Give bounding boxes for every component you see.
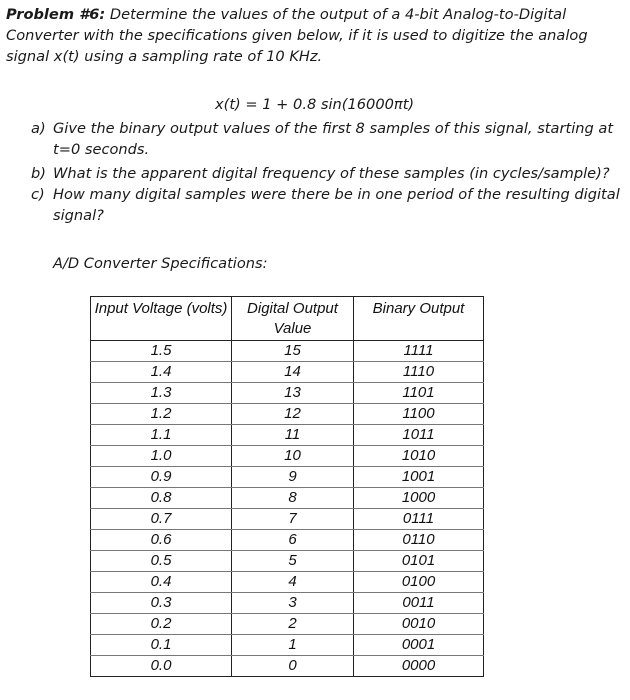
cell-input-voltage: 0.8 [91, 488, 232, 509]
part-text: Give the binary output values of the first 8 samples of this signal, starting at t=0 seconds. [53, 120, 614, 158]
cell-binary-output: 1000 [354, 488, 484, 509]
cell-input-voltage: 1.4 [91, 362, 232, 383]
table-row [91, 383, 484, 404]
cell-digital-output: 10 [232, 446, 354, 467]
header-input-voltage: Input Voltage (volts) [91, 297, 232, 341]
cell-input-voltage: 0.5 [91, 551, 232, 572]
part-letter: b) [31, 165, 46, 182]
cell-digital-output: 6 [232, 530, 354, 551]
table-row [91, 572, 484, 593]
table-body [91, 341, 484, 677]
signal-equation: x(t) = 1 + 0.8 sin(16000πt) [215, 96, 415, 113]
cell-binary-output: 1111 [354, 341, 484, 362]
cell-input-voltage: 1.1 [91, 425, 232, 446]
problem-statement [6, 4, 626, 67]
cell-input-voltage: 1.3 [91, 383, 232, 404]
cell-binary-output: 0000 [354, 656, 484, 677]
header-digital-output: Digital Output Value [232, 297, 354, 341]
table-row [91, 446, 484, 467]
cell-digital-output: 13 [232, 383, 354, 404]
cell-digital-output: 11 [232, 425, 354, 446]
table-row [91, 341, 484, 362]
cell-digital-output: 12 [232, 404, 354, 425]
cell-digital-output: 7 [232, 509, 354, 530]
cell-digital-output: 4 [232, 572, 354, 593]
table-row [91, 467, 484, 488]
cell-input-voltage: 0.1 [91, 635, 232, 656]
adc-spec-table [90, 296, 484, 677]
problem-text: Determine the values of the output of a 4-bit Analog-to-Digital Converter with the specifications given below, if it is used to digitize the analog signal x(t) using a sampling rate of 10 KHz. [6, 6, 588, 65]
cell-digital-output: 0 [232, 656, 354, 677]
cell-input-voltage: 1.0 [91, 446, 232, 467]
cell-digital-output: 1 [232, 635, 354, 656]
table-row [91, 656, 484, 677]
cell-binary-output: 0001 [354, 635, 484, 656]
cell-digital-output: 15 [232, 341, 354, 362]
cell-digital-output: 14 [232, 362, 354, 383]
table-row [91, 425, 484, 446]
problem-label: Problem #6: [6, 6, 106, 23]
table-row [91, 530, 484, 551]
part-text: How many digital samples were there be in one period of the resulting digital signal? [53, 186, 620, 224]
table-row [91, 551, 484, 572]
cell-binary-output: 0100 [354, 572, 484, 593]
table-row [91, 593, 484, 614]
cell-binary-output: 0011 [354, 593, 484, 614]
cell-input-voltage: 0.3 [91, 593, 232, 614]
cell-binary-output: 0111 [354, 509, 484, 530]
table-row [91, 362, 484, 383]
table-header-row [91, 297, 484, 341]
cell-input-voltage: 0.2 [91, 614, 232, 635]
spec-title: A/D Converter Specifications: [53, 255, 268, 272]
table-row [91, 404, 484, 425]
cell-binary-output: 0110 [354, 530, 484, 551]
cell-input-voltage: 0.7 [91, 509, 232, 530]
cell-digital-output: 2 [232, 614, 354, 635]
cell-binary-output: 1011 [354, 425, 484, 446]
cell-binary-output: 1110 [354, 362, 484, 383]
cell-input-voltage: 1.2 [91, 404, 232, 425]
table-row [91, 509, 484, 530]
part-letter: a) [31, 120, 46, 137]
cell-binary-output: 1100 [354, 404, 484, 425]
table-row [91, 635, 484, 656]
table-row [91, 488, 484, 509]
cell-digital-output: 5 [232, 551, 354, 572]
cell-binary-output: 1010 [354, 446, 484, 467]
cell-input-voltage: 0.6 [91, 530, 232, 551]
cell-input-voltage: 0.9 [91, 467, 232, 488]
part-letter: c) [31, 186, 45, 203]
cell-binary-output: 1101 [354, 383, 484, 404]
cell-input-voltage: 0.4 [91, 572, 232, 593]
cell-digital-output: 9 [232, 467, 354, 488]
cell-input-voltage: 1.5 [91, 341, 232, 362]
cell-binary-output: 0101 [354, 551, 484, 572]
table-row [91, 614, 484, 635]
cell-digital-output: 3 [232, 593, 354, 614]
cell-binary-output: 0010 [354, 614, 484, 635]
header-binary-output: Binary Output [354, 297, 484, 341]
cell-digital-output: 8 [232, 488, 354, 509]
cell-binary-output: 1001 [354, 467, 484, 488]
part-text: What is the apparent digital frequency of these samples (in cycles/sample)? [53, 165, 610, 182]
cell-input-voltage: 0.0 [91, 656, 232, 677]
